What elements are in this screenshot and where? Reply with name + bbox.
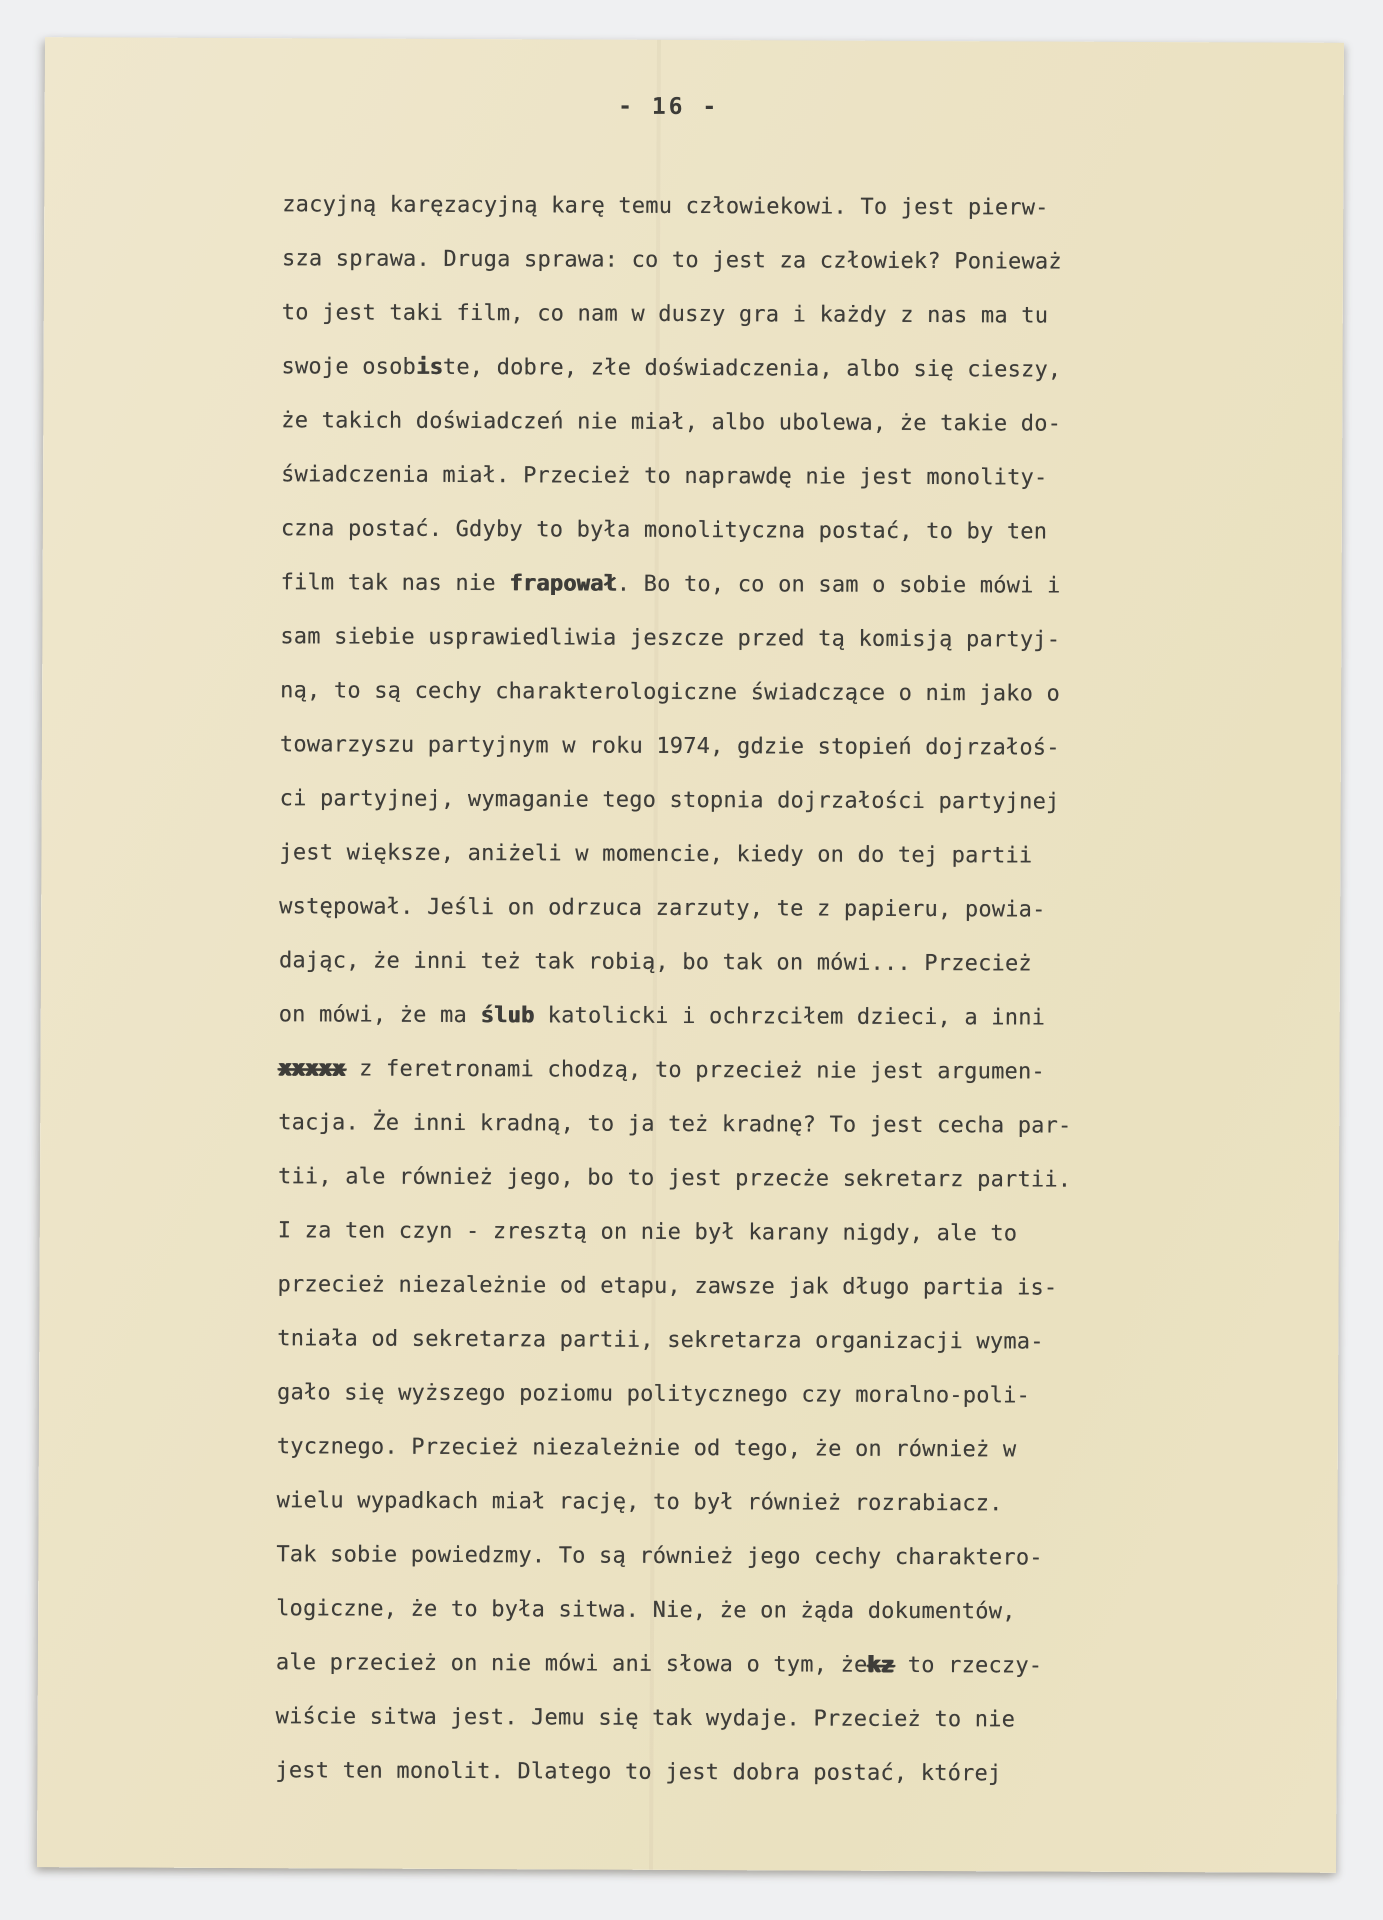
text-line: to jest taki film, co nam w duszy gra i każdy z nas ma tu — [281, 300, 1049, 329]
document-page — [37, 37, 1344, 1873]
text-line: tycznego. Przecież niezależnie od tego, że on również w — [276, 1434, 1017, 1463]
text-line: tii, ale również jego, bo to jest przecże sekretarz partii. — [277, 1164, 1072, 1193]
text-line: czna postać. Gdyby to była monolityczna postać, to by ten — [280, 516, 1048, 545]
text-line: tniała od sekretarza partii, sekretarza organizacji wyma- — [277, 1326, 1044, 1355]
text-line: Tak sobie powiedzmy. To są również jego cechy charaktero- — [276, 1542, 1043, 1571]
text-line: I za ten czyn - zresztą on nie był karany nigdy, ale to — [277, 1218, 1018, 1247]
text-line: tacja. Że inni kradną, to ja też kradnę? To jest cecha par- — [278, 1110, 1072, 1139]
text-line: logiczne, że to była sitwa. Nie, że on żąda dokumentów, — [276, 1596, 1016, 1625]
text-line: jest większe, aniżeli w momencie, kiedy on do tej partii — [279, 840, 1033, 869]
text-line: że takich doświadczeń nie miał, albo ubolewa, że takie do- — [281, 408, 1062, 437]
text-line: dając, że inni też tak robią, bo tak on mówi... Przecież — [278, 948, 1032, 977]
overtyped-text: frapował — [509, 571, 617, 597]
text-line: gało się wyższego poziomu politycznego czy moralno-poli- — [277, 1380, 1031, 1409]
text-line: ną, to są cechy charakterologiczne świadczące o nim jako o — [280, 678, 1061, 707]
text-line: xxxxx z feretronami chodzą, to przecież nie jest argumen- — [278, 1056, 1045, 1085]
text-line: świadczenia miał. Przecież to naprawdę nie jest monolity- — [281, 462, 1048, 491]
overtyped-text: is — [415, 354, 443, 380]
overtyped-text: ślub — [480, 1003, 535, 1029]
text-line: sam siebie usprawiedliwia jeszcze przed tą komisją partyj- — [280, 624, 1061, 653]
text-line: on mówi, że ma ślub katolicki i ochrzciłem dzieci, a inni — [278, 1002, 1046, 1031]
text-line: ci partyjnej, wymaganie tego stopnia dojrzałości partyjnej — [279, 786, 1060, 815]
text-line: zacyjną karęzacyjną karę temu człowiekowi. To jest pierw- — [282, 192, 1049, 221]
text-line: sza sprawa. Druga sprawa: co to jest za człowiek? Ponieważ — [281, 246, 1062, 275]
overtyped-text: kz — [867, 1652, 895, 1678]
text-line: film tak nas nie frapował. Bo to, co on sam o sobie mówi i — [280, 570, 1061, 599]
text-line: swoje osobiste, dobre, złe doświadczenia, albo się cieszy, — [281, 354, 1062, 383]
page-number: - 16 - — [618, 93, 720, 121]
overtyped-text: xxxxx — [278, 1056, 346, 1082]
text-line: ale przecież on nie mówi ani słowa o tym, żekz to rzeczy- — [275, 1650, 1043, 1679]
text-line: wstępował. Jeśli on odrzuca zarzuty, te z papieru, powia- — [279, 894, 1046, 923]
text-line: wiście sitwa jest. Jemu się tak wydaje. Przecież to nie — [275, 1704, 1016, 1733]
text-line: przecież niezależnie od etapu, zawsze jak długo partia is- — [277, 1272, 1058, 1301]
text-line: wielu wypadkach miał rację, to był również rozrabiacz. — [276, 1488, 1003, 1517]
typewritten-text — [275, 178, 1082, 1801]
text-line: jest ten monolit. Dlatego to jest dobra postać, której — [275, 1758, 1002, 1787]
text-line: towarzyszu partyjnym w roku 1974, gdzie stopień dojrzałoś- — [279, 732, 1060, 761]
